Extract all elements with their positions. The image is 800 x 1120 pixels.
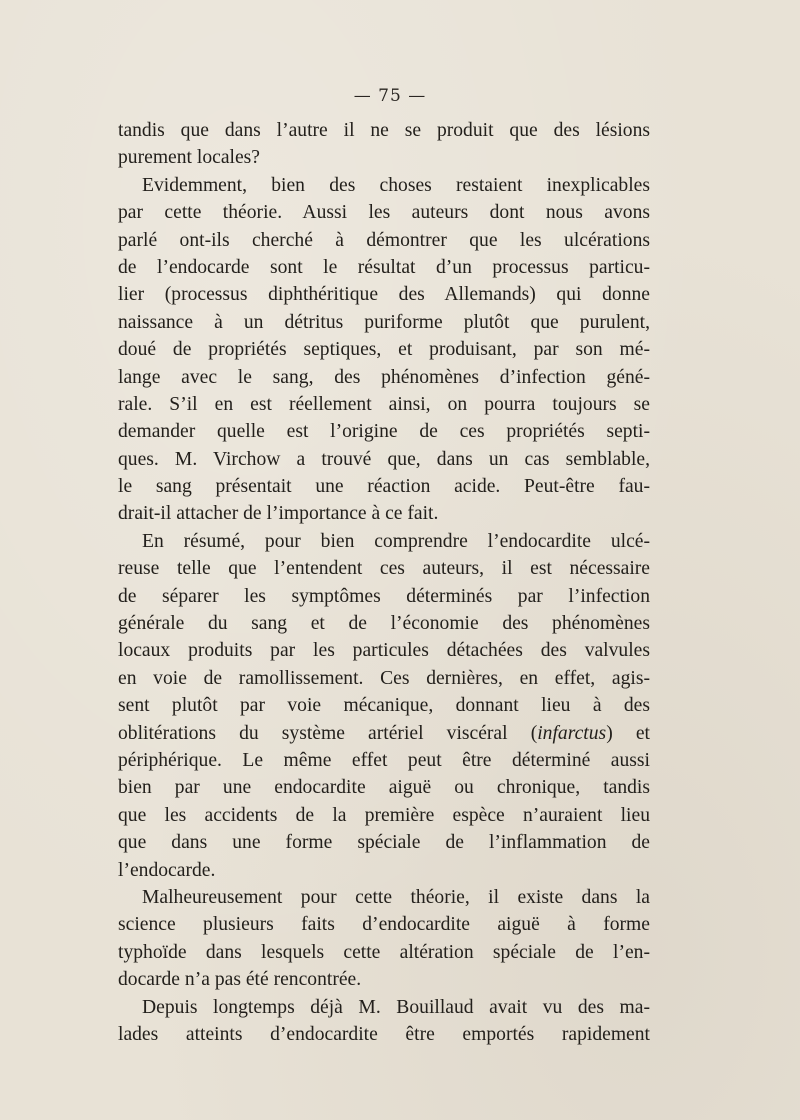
text-line: typhoïde dans lesquels cette altération spéciale de l’en- bbox=[118, 941, 650, 963]
text-line: en voie de ramollissement. Ces dernières, en effet, agis- bbox=[118, 667, 650, 689]
text-line: docarde n’a pas été rencontrée. bbox=[118, 969, 362, 991]
text-line: tandis que dans l’autre il ne se produit que des lésions bbox=[118, 120, 650, 141]
italic-term: infarctus bbox=[537, 722, 607, 744]
paragraph-5 bbox=[118, 994, 650, 1049]
paragraph-1 bbox=[118, 117, 650, 172]
text-line: que les accidents de la première espèce n’auraient lieu bbox=[118, 804, 650, 826]
text-line: Depuis longtemps déjà M. Bouillaud avait vu des ma- bbox=[142, 996, 650, 1018]
body-text bbox=[118, 117, 650, 1048]
text-line: locaux produits par les particules détachées des valvules bbox=[118, 640, 650, 662]
text-line: reuse telle que l’entendent ces auteurs, il est nécessaire bbox=[118, 558, 650, 580]
text-line: par cette théorie. Aussi les auteurs dont nous avons bbox=[118, 202, 650, 224]
text-line: lange avec le sang, des phénomènes d’infection géné- bbox=[118, 366, 650, 388]
paragraph-3 bbox=[118, 528, 650, 884]
text-line: science plusieurs faits d’endocardite aiguë à forme bbox=[118, 914, 650, 936]
text-line: ques. M. Virchow a trouvé que, dans un cas semblable, bbox=[118, 448, 650, 470]
paragraph-4 bbox=[118, 884, 650, 994]
text-line: rale. S’il en est réellement ainsi, on pourra toujours se bbox=[118, 393, 650, 415]
text-line: lier (processus diphthéritique des Allemands) qui donne bbox=[118, 284, 650, 306]
text-line: de séparer les symptômes déterminés par l’infection bbox=[118, 585, 650, 607]
text-line: bien par une endocardite aiguë ou chronique, tandis bbox=[118, 777, 650, 799]
text-line: doué de propriétés septiques, et produisant, par son mé- bbox=[118, 339, 650, 361]
page-number: — 75 — bbox=[353, 86, 427, 106]
text-line: le sang présentait une réaction acide. Peut-être fau- bbox=[118, 476, 650, 498]
text-line: Malheureusement pour cette théorie, il existe dans la bbox=[142, 886, 650, 908]
paragraph-2 bbox=[118, 172, 650, 528]
text-line: sent plutôt par voie mécanique, donnant lieu à des bbox=[118, 695, 650, 717]
text-line: purement locales? bbox=[118, 147, 260, 169]
text-line: drait-il attacher de l’importance à ce fait. bbox=[118, 503, 439, 525]
text-line: Evidemment, bien des choses restaient inexplicables bbox=[142, 174, 650, 196]
text-line: parlé ont-ils cherché à démontrer que les ulcérations bbox=[118, 229, 650, 251]
text-line: que dans une forme spéciale de l’inflammation de bbox=[118, 832, 650, 854]
text-line: périphérique. Le même effet peut être déterminé aussi bbox=[118, 749, 650, 771]
text-line: En résumé, pour bien comprendre l’endocardite ulcé- bbox=[142, 530, 650, 552]
text-line: demander quelle est l’origine de ces propriétés septi- bbox=[118, 421, 650, 443]
text-line: lades atteints d’endocardite être emportés rapidement bbox=[118, 1023, 650, 1045]
text-line: générale du sang et de l’économie des phénomènes bbox=[118, 613, 650, 635]
text-line: de l’endocarde sont le résultat d’un processus particu- bbox=[118, 256, 650, 278]
text-line: oblitérations du système artériel viscéral (infarctus) et bbox=[118, 722, 650, 744]
text-line: l’endocarde. bbox=[118, 859, 216, 881]
text-line: naissance à un détritus puriforme plutôt que purulent, bbox=[118, 311, 650, 333]
